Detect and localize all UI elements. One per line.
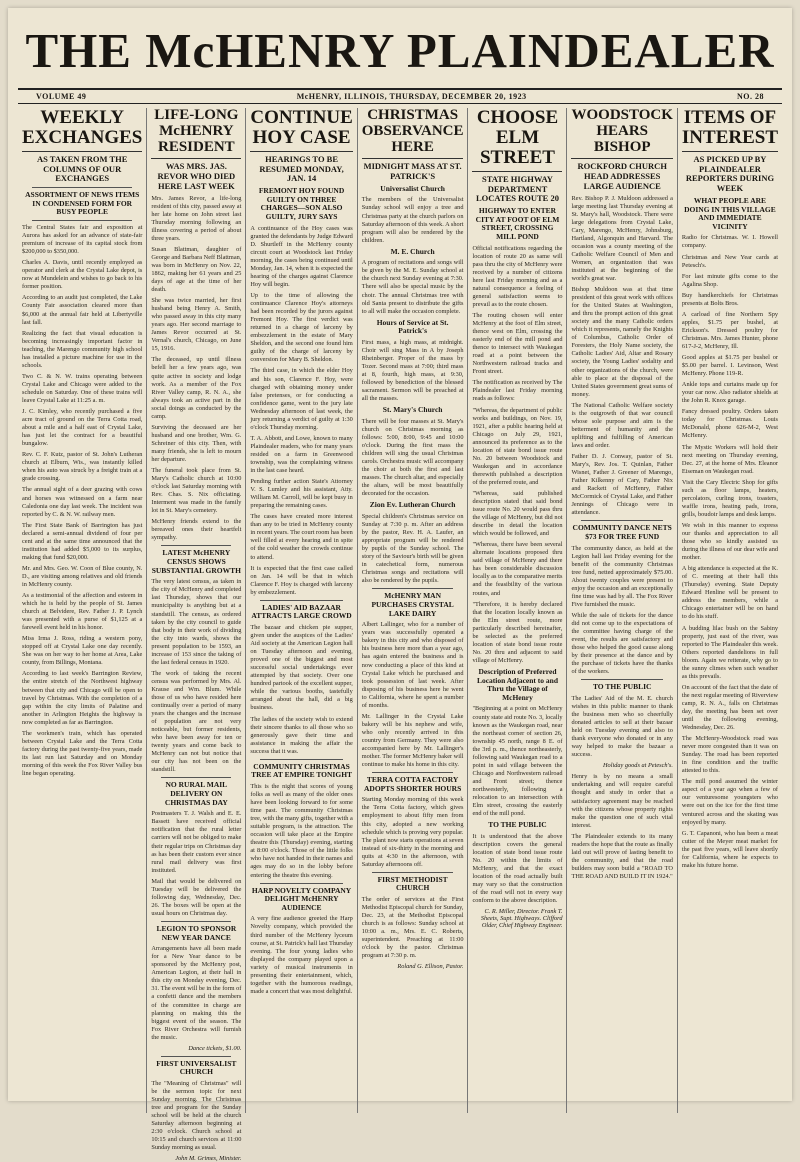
- article-paragraph: Henry is by no means a small undertaking and will require careful thought and study in order that a satisfactory agreement may be reached with the citizens whose property rights make the question one of such vital interest.: [571, 773, 673, 829]
- divider: [581, 679, 662, 680]
- subhead-items-of-interest: AS PICKED UP BY PLAINDEALER REPORTERS DURING WEEK: [685, 153, 775, 194]
- article-paragraph: Radio for Christmas. W. I. Howell company.: [681, 234, 778, 250]
- article-paragraph: Mail that would be delivered on Tuesday will be delivered the following day, Wednesday, Dec. 26. The boxes will be open at the usual hours on Christmas day.: [151, 877, 242, 917]
- article-paragraph: Rev. C. F. Kutz, pastor of St. John's Lutheran church at Elburn, Wis., was instantly killed when his auto was struck by a freight train at a grade crossing.: [22, 451, 143, 483]
- deck-elm-street: HIGHWAY TO ENTER CITY AT FOOT OF ELM STREET, CROSSING MILL POND: [475, 206, 560, 241]
- article-signature: John M. Grimes, Minister.: [175, 1155, 242, 1162]
- subhead-christmas-observance: MIDNIGHT MASS AT ST. PATRICK'S: [363, 161, 462, 182]
- article-paragraph: We wish in this manner to express our thanks and appreciation to all those who so kindly assisted us during the illness of our dear wife and mother.: [681, 521, 778, 562]
- divider: [161, 921, 231, 922]
- article-paragraph: "Whereas, said published description stated that said bond issue route No. 20 would pass thru the village of McHenry, but did not describe in detail the location which would be followed, and: [472, 489, 563, 538]
- divider: [161, 777, 231, 778]
- article-paragraph: T. A. Abbott, and Lowe, known to many Plaindealer readers, who for many years resided on a farm in Greenwood township, was the complaining witness in the last case heard.: [250, 434, 353, 475]
- deck-hoy-case: FREMONT HOY FOUND GUILTY ON THREE CHARGES—SON ALSO GUILTY, JURY SAYS: [258, 186, 345, 222]
- article-paragraph: Mr. Lallinger in the Crystal Lake bakery will be his nephew and wife, who only recently arrived in this country from Germany. They were also accompanied here by Mr. Lallinger's mother. The former McHenry baker will continue to make his home in this city.: [361, 712, 464, 769]
- article-paragraph: Miss Irma J. Ross, riding a western pony, stopped off at Crystal Lake one day recently. She was on her way to her home at Area, Lake county, from Billings, Montana.: [22, 635, 143, 667]
- divider: [260, 883, 342, 884]
- headline-christmas-observance: CHRISTMAS OBSERVANCE HERE: [362, 108, 464, 159]
- headline-terra-cotta: TERRA COTTA FACTORY ADOPTS SHORTER HOURS: [363, 775, 462, 793]
- article-paragraph: Buy handkerchiefs for Christmas presents at Bolts Bros.: [681, 291, 778, 307]
- article-paragraph: As a testimonial of the affection and esteem in which he is held by the people of St. James church at Belvidere, Rev. Father J. P. Lynch was presented with a purse of $1,125 at a farewell event held in his honor.: [22, 592, 143, 632]
- headline-to-the-public: TO THE PUBLIC: [592, 682, 652, 692]
- article-paragraph: There will be four masses at St. Mary's church on Christmas morning as follows: 5:00, 8:00, 9:45 and 10:00 o'clock. During the first mass the children will sing the usual Christmas carols. Orchestra music will accompany the choir at both the first and last masses. The church altar, and especially the altars, will be most beautifully decorated for the occasion.: [361, 417, 464, 498]
- article-paragraph: The Central States fair and exposition at Aurora has asked for an advance of state-fair premium of increase of its capital stock from $200,000 to $350,000.: [22, 224, 143, 256]
- article-paragraph: According to last week's Barrington Review, the entire stretch of the Northwest highway between that city and Chicago will be open to travel by Christmas. With the completion of a gap within the city limits of Palatine and another in Arlington Heights the highway is now completed as far as Barrington.: [22, 670, 143, 726]
- article-paragraph: The cases have created more interest than any to be tried in McHenry county in recent years. The court room has been well filled at every hearing and in spite of the cold weather the crowds continue to attend.: [250, 513, 353, 561]
- headline-harp-novelty: HARP NOVELTY COMPANY DELIGHT McHENRY AUDIENCE: [251, 885, 352, 912]
- article-paragraph: The Plaindealer extends to its many readers the hope that the route as finally laid out will prove of lasting benefit to the community, and that the road builders may soon build a "ROAD TO THE ROAD AND BUILD IT IN 1924.": [571, 832, 673, 880]
- deck-weekly-exchanges: ASSORTMENT OF NEWS ITEMS IN CONDENSED FORM FOR BUSY PEOPLE: [25, 190, 140, 217]
- article-paragraph: Good apples at $1.75 per bushel or $5.00 per barrel. I. Levinson, West McHenry. Phone 119-R.: [681, 354, 778, 378]
- article-paragraph: The community dance, as held at the Legion hall last Friday evening for the benefit of the community Christmas tree fund, netted approximately $75.00. About twenty couples were present to enjoy the occasion and an exceptionally fine time was had by all. The Fox River Five furnished the music.: [571, 544, 673, 608]
- article-paragraph: The very latest census, as taken in the city of McHenry and completed last Thursday, shows that our municipality is anything but at a standstill. The census, as ordered taken by the city council to guide that body in their work of dividing the city into wards, shows the present population to be 1593, an increase of 153 since the taking of the last federal census in 1920.: [151, 578, 242, 666]
- divider: [32, 187, 132, 188]
- article-signature: Roland G. Ellison, Pastor.: [397, 963, 464, 971]
- divider: [260, 759, 342, 760]
- dateline: [18, 88, 782, 104]
- column-hoy-case: [246, 108, 357, 1113]
- article-paragraph: Mr. and Mrs. Geo. W. Coon of Blue county, N. D., are visiting among relatives and old friends in McHenry county.: [22, 564, 143, 588]
- article-paragraph: G. T. Capanoni, who has been a meat cutter of the Meyer meat market for the past five years, will leave shortly for California, where he expects to make his future home.: [681, 829, 778, 869]
- article-paragraph: The members of the Universalist Sunday school will enjoy a tree and Christmas party at the church parlors on Saturday afternoon of this week. A short program will also be rendered by the children.: [361, 196, 464, 244]
- article-paragraph: Starting Monday morning of this week the Terra Cotta factory, which gives employment to about fifty men from this city, adopted a new working schedule which is proving very popular. The plant now starts operations at seven instead of six-thirty in the morning and quits at 4:30 in the afternoon, with Saturday afternoons off.: [361, 796, 464, 868]
- article-paragraph: Rev. Bishop P. J. Muldoon addressed a large meeting last Thursday evening at St. Mary's hall, Woodstock. There were large delegations from Crystal Lake, Cary, Marengo, McHenry, Johnsburg, Hartland, Algonquin and Harvard. The occasion was a county meeting of the Catholic Welfare Council of Men and Women, an organization that was instituted at the beginning of the world's great war.: [571, 194, 673, 283]
- article-paragraph: A big attendance is expected at the K. of C. meeting at their hall this (Thursday) evening. State Deputy Edward Henline will be present to address the members, while a Chicago entertainer will be on hand to do his stuff.: [681, 565, 778, 621]
- article-paragraph: A very fine audience greeted the Harp Novelty company, which provided the third number of the McHenry lyceum course, at St. Patrick's hall last Thursday evening. The four young ladies who displayed the company played upon a variety of musical instruments in presenting their entertainment, which, together with the humorous readings, made a concert that was most delightful.: [250, 915, 353, 995]
- deck-items-of-interest: WHAT PEOPLE ARE DOING IN THIS VILLAGE AND IMMEDIATE VICINITY: [684, 195, 776, 231]
- article-paragraph: McHenry friends extend to the bereaved ones their heartfelt sympathy.: [151, 518, 242, 542]
- headline-preferred-location: Description of Preferred Location Adjacent to and Thru the Village of McHenry: [476, 666, 558, 702]
- article-paragraph: Up to the time of allowing the continuance Clarence Hoy's attorneys had been recorded by the jurors against Fremont Hoy. The first verdict was returned in a charge of larceny by embezzlement in the estate of Mary Sheldon, and the second one found him guilty of the charge of larceny by conversion for Mary B. Sheldon.: [250, 292, 353, 364]
- article-paragraph: The Mystic Workers will hold their next meeting on Thursday evening, Dec. 27, at the home of Mrs. Eleanor Eiseman on Waukegan road.: [681, 443, 778, 475]
- article-paragraph: The mill pond assumed the winter aspect of a year ago when a few of our venturesome youngsters who were out on the ice for the first time ventured across and the skating was enjoyed by many.: [681, 778, 778, 826]
- article-paragraph: Pending further action State's Attorney V. S. Lumley and his assistant, Atty. William M. Carroll, will be kept busy in preparing the remaining cases.: [250, 478, 353, 510]
- article-paragraph: The order of services at the First Methodist Episcopal church for Sunday, Dec. 23, at the Methodist Episcopal church is as follows: Sunday school at 10:00 a. m., Mrs. E. C. Roberts, superintendent. Preaching at 11:00 o'clock by the pastor. Christmas program at 7:30 p. m.: [361, 896, 464, 960]
- article-paragraph: Arrangements have all been made for a New Year dance to be sponsored by the McHenry post, American Legion, at their hall in this city on Monday evening, Dec. 31. The event will be in the form of a confetti dance and the members of the committee in charge are planning on making this the biggest event of the season. The Fox River Orchestra will furnish the music.: [151, 945, 242, 1041]
- article-paragraph: The workmen's train, which has operated between Crystal Lake and the Terra Cotta factory during the past twenty-five years, made its last run last Saturday and on Monday morning of this week the Fox River Valley bus line began operating.: [22, 729, 143, 777]
- article-paragraph: Realizing the fact that visual education is becoming increasingly important factor in teaching, the Marengo community high school has installed a picture machine for use in the schools.: [22, 329, 143, 369]
- column-elm-street: [468, 108, 567, 1113]
- divider: [581, 520, 662, 521]
- columns: [18, 107, 782, 1162]
- article-paragraph: The notification as received by The Plaindealer last Friday morning reads as follows:: [472, 379, 563, 403]
- article-paragraph: Charles A. Davis, until recently employed as operator and clerk at the Crystal Lake depot, is now at Mundelein and wishes to go back to his former position.: [22, 259, 143, 291]
- column-christmas-observance: [358, 108, 469, 1113]
- article-paragraph: Two C. & N. W. trains operating between Crystal Lake and Chicago were added to the schedule on Saturday. One of these trains will leave Crystal Lake at 11:25 a. m.: [22, 372, 143, 404]
- subhead-woodstock-bishop: ROCKFORD CHURCH HEAD ADDRESSES LARGE AUDIENCE: [577, 161, 667, 191]
- article-paragraph: The ladies of the society wish to extend their sincere thanks to all those who so generously gave their time and assistance in making the affair the success that it was.: [250, 715, 353, 755]
- article-paragraph: Christmas and New Year cards at Petesch's.: [681, 253, 778, 269]
- article-paragraph: It is understood that the above description covers the general location of state bond issue route No. 20 within the limits of McHenry, and that the exact location of the road actually built may vary so that the construction of the road will not in every way conform to the above description.: [472, 832, 563, 905]
- issue-number: NO. 28: [736, 92, 764, 101]
- article-signature: Holiday goods at Petesch's.: [603, 762, 673, 770]
- article-paragraph: Surviving the deceased are her husband and one brother, Wm. G. Schreiner of this city. Then, with many friends, she is left to mourn her departure.: [151, 423, 242, 463]
- headline-rural-mail: NO RURAL MAIL DELIVERY ON CHRISTMAS DAY: [164, 780, 228, 807]
- article-paragraph: The work of taking the recent census was performed by Mrs. Al. Krause and Wm. Blum. While those of us who have resided here continually over a period of many years the changes and the increase of population are not very noticeable, but former residents, who have been away for ten or twenty years and come back to McHenry can not but notice that our city has not been on the standstill.: [151, 669, 242, 774]
- article-paragraph: While the sale of tickets for the dance did not come up to the expectations of the committee having charge of the event, the results are satisfactory and those who helped the good cause along by their presence at the dance and by the purchase of tickets have the thanks of the workers.: [571, 612, 673, 676]
- article-paragraph: "Beginning at a point on McHenry county state aid route No. 3, locally known as the Waukegan road, near the northeast corner of section 26, township 45 north, range 8 E. of the 3rd p. m., thence northeasterly, following said Waukegan road to a point in said village between the Chicago and Northwestern railroad and Front street; thence northwesterly, following a relocation to an intersection with Elm street, crossing the easterly end of the mill pond.: [472, 705, 563, 818]
- article-paragraph: Official notifications regarding the location of route 20 as same will pass thru the city of McHenry were received by a number of citizens here last Friday morning and as a natural consequence a feeling of general satisfaction seems to prevail as to the route chosen.: [472, 244, 563, 308]
- article-paragraph: Special children's Christmas service on Sunday at 7:30 p. m. After an address by the pastor, Rev. H. A. Laufer, an appropriate program will be rendered by pupils of the Sunday school. The story of the Saviour's birth will be given in catechetical form, numerous Christmas songs and recitations will also be rendered by the pupils.: [361, 512, 464, 585]
- article-paragraph: A continuance of the Hoy cases was granted the defendants by Judge Edward D. Shurtleff in the McHenry county circuit court at Woodstock last Friday morning, the cases being continued until Monday, Jan. 14, when it is expected the hearing of the charges against Clarence Hoy will begin.: [250, 224, 353, 288]
- article-paragraph: "Whereas, the department of public works and buildings, on Nov. 19, 1921, after a public hearing held at Chicago on July 29, 1921, announced its preference as to the location of state bond issue route No. 20 between Woodstock and Waukegan and in accordance therewith published a description of the preferred route, and: [472, 406, 563, 486]
- divider: [372, 588, 454, 589]
- article-paragraph: According to an audit just completed, the Lake County Fair association cleared more than $6,000 at the annual fair held at Libertyville last fall.: [22, 294, 143, 326]
- headline-to-the-public: TO THE PUBLIC: [488, 820, 547, 830]
- headline-community-dance: COMMUNITY DANCE NETS $73 FOR TREE FUND: [572, 523, 672, 541]
- headline-woodstock-bishop: WOODSTOCK HEARS BISHOP: [571, 108, 672, 159]
- headline-hoy-case: CONTINUE HOY CASE: [250, 108, 352, 152]
- headline-items-of-interest: ITEMS OF INTEREST: [682, 108, 778, 152]
- article-paragraph: Postmasters T. J. Walsh and E. E. Bassett have received official notification that the rural letter carriers will not be obliged to make their regular trips on Christmas day as has been their custom ever since rural mail delivery was first instituted.: [151, 810, 242, 874]
- headline-first-methodist: FIRST METHODIST CHURCH: [377, 874, 448, 893]
- headline-dairy-purchase: McHENRY MAN PURCHASES CRYSTAL LAKE DAIRY: [371, 591, 454, 618]
- divider: [260, 600, 342, 601]
- article-paragraph: The McHenry-Woodstock road was never more congested than it was on Sunday. The road has been reported in fine condition and the traffic attested to this.: [681, 735, 778, 775]
- divider: [372, 872, 454, 873]
- column-weekly-exchanges: [18, 108, 147, 1113]
- article-paragraph: Bishop Muldoon was at that time president of this great work with offices for the United States at Washington, and thru the prompt action of this great society and the many Catholic orders which it represents, namely the Knights of Columbus, Catholic Order of Foresters, the Holy Name society, the Catholic Ladies' Aid, Altar and Rosary society, the Young Ladies' sodality and other organizations of the church, were able to place at the disposal of the United States government great sums of money.: [571, 286, 673, 398]
- article-paragraph: The bazaar and chicken pie supper, given under the auspices of the Ladies' Aid society at the American Legion hall on Tuesday afternoon and evening, proved one of the biggest and most successful social undertakings ever attempted by that society. Over one hundred partook of the excellent supper, while the various booths, tastefully arranged about the hall, did a big business.: [250, 623, 353, 712]
- headline-census: LATEST McHENRY CENSUS SHOWS SUBSTANTIAL GROWTH: [151, 548, 241, 575]
- article-paragraph: Father D. J. Conway, pastor of St. Mary's, Rev. Jos. T. Quinlan, Father Wisnet, Father J. Greener of Marengo, Father Kilkenny of Cary, Father Nix and Rackett of McHenry, Father McCormick of Crystal Lake, and Father Jennings of Chicago were in attendance.: [571, 453, 673, 517]
- subhead-weekly-exchanges: AS TAKEN FROM THE COLUMNS OF OUR EXCHANGES: [36, 153, 128, 184]
- article-paragraph: The annual sight of a deer grazing with cows and horses was witnessed on a farm near Caledonia one day last week. The incident was reported by C. & N. W. railway men.: [22, 486, 143, 518]
- article-paragraph: Ankle tops and curtains made up for your car now. Also radiator shields at the John R. Knox garage.: [681, 381, 778, 405]
- article-paragraph: "Whereas, there have been several alternate locations proposed thru said village of McHenry and there has been considerable discussion locally as to the comparative merits and the feasibility of the various routes, and: [472, 541, 563, 597]
- article-paragraph: The "Meaning of Christmas" will be the sermon topic for next Sunday morning. The Christmas tree and program for the Sunday school will be held at the church Saturday afternoon beginning at 2:30 o'clock. Church school at 10:15 and church services at 11:00 Sunday morning as usual.: [151, 1080, 242, 1152]
- article-paragraph: The deceased, up until illness befell her a few years ago, was quite active in society and lodge work. As a member of the Fox River Valley camp, R. N. A., she always took an active part in the social doings as conducted by the camp.: [151, 356, 242, 420]
- headline-elm-street: CHOOSE ELM STREET: [472, 108, 562, 172]
- headline-st-marys: St. Mary's Church: [382, 405, 443, 415]
- article-paragraph: The routing chosen will enter McHenry at the foot of Elm street, thence west on Elm, crossing the easterly end of the mill pond and thence to intersect with Waukegan road at a point between the Northwestern railroad tracks and Front street.: [472, 311, 563, 376]
- article-paragraph: The third case, in which the elder Hoy and his son, Clarence F. Hoy, were charged with obtaining money under false pretenses, or for conducting a confidence game, went to the jury late Wednesday afternoon of last week, the jury returning a verdict of guilty at 1:30 o'clock Thursday morning.: [250, 367, 353, 431]
- subhead-lifelong-resident: WAS MRS. JAS. REVOR WHO DIED HERE LAST WEEK: [157, 161, 236, 191]
- column-lifelong-resident: [147, 107, 246, 1162]
- article-paragraph: Susan Blattman, daughter of George and Barbara Neff Blattman, was born in McHenry on Nov. 22, 1862, making her 61 years and 25 days of age at the time of her death.: [151, 245, 242, 294]
- article-paragraph: "Therefore, it is hereby declared that the location locally known as the Elm street route, more particularly described hereinafter, be selected as the preferred location of state bond issue route No. 20 thru and adjacent to said village of McHenry.: [472, 600, 563, 664]
- headline-universalist: Universalist Church: [380, 183, 445, 193]
- divider: [161, 1056, 231, 1057]
- article-paragraph: The First State Bank of Barrington has just declared a semi-annual dividend of four per cent and at the same time announced that the institution had added $5,000 to its surplus, making that fund $20,000.: [22, 521, 143, 561]
- headline-weekly-exchanges: WEEKLY EXCHANGES: [22, 108, 142, 152]
- divider: [161, 545, 231, 546]
- article-paragraph: Fancy dressed poultry. Orders taken today for Christmas. Louis McDonald, phone 626-M-2, West McHenry.: [681, 408, 778, 440]
- place-date: McHENRY, ILLINOIS, THURSDAY, DECEMBER 20, 1923: [296, 92, 527, 101]
- article-paragraph: Visit the Cary Electric Shop for gifts such as floor lamps, heaters, percolators, curling irons, toasters, waffle irons, heating pads, irons, grills, boudoir lamps and desk lamps.: [681, 478, 778, 518]
- subhead-elm-street: STATE HIGHWAY DEPARTMENT LOCATES ROUTE 20: [475, 173, 559, 204]
- article-paragraph: A program of recitations and songs will be given by the M. E. Sunday school at the church next Sunday evening at 7:30. There will also be special music by the choir. The annual Christmas tree with old Santa present to distribute the gifts to all will make the occasion complete.: [361, 259, 464, 315]
- article-paragraph: Mrs. James Revor, a life-long resident of this city, passed away at her late home on John street last Thursday morning following an illness covering a period of about three years.: [151, 194, 242, 242]
- column-woodstock-bishop: [567, 108, 677, 1113]
- headline-me-church: M. E. Church: [390, 246, 435, 256]
- article-paragraph: A budding lilac bush on the Sabiny property, just east of the river, was reported to The Plaindealer this week. Others reported dandelions in full bloom. Again we reiterate, why go to the sunny climes when such weather as this prevails.: [681, 624, 778, 680]
- article-paragraph: A carload of fine Northern Spy apples, $1.75 per bushel, at Erickson's. Dressed poultry for Christmas. Mrs. James Hunter, phone 617-J-2, McHenry, Ill.: [681, 310, 778, 350]
- article-paragraph: The funeral took place from St. Mary's Catholic church at 10:00 o'clock last Saturday morning with Rev. Chas. S. Nix officiating. Interment was made in the family lot in St. Mary's cemetery.: [151, 467, 242, 515]
- article-paragraph: First mass, a high mass, at midnight. Choir will sing Mass in A by Joseph Rheinberger. Proper of the mass by Tozer. Second mass at 7:00; third mass at 8, fourth, high mass, at 9:30, followed by benediction of the blessed sacrament. Sermon will be preached at all the masses.: [361, 338, 464, 403]
- headline-zion-lutheran: Zion Ev. Lutheran Church: [369, 500, 456, 510]
- article-signature: Dance tickets, $1.00.: [188, 1044, 242, 1052]
- article-paragraph: On account of the fact that the date of the next regular meeting of Riverview camp, R. N. A., falls on Christmas day, the meeting has been set over until the following evening, Wednesday, Dec. 26.: [681, 683, 778, 732]
- article-paragraph: She was twice married, her first husband being Henry A. Smith, who passed away in this city many years ago. Her second marriage to James Revor occurred at St. Vernal's church, Chicago, on June 15, 1916.: [151, 297, 242, 353]
- article-signature: C. R. Miller, Director. Frank T. Sheets, Supt. Highways. Clifford Older, Chief Highway Engineer.: [480, 908, 563, 930]
- article-paragraph: This is the night that scores of young folks as well as many of the older ones have been looking forward to for some time past. The community Christmas tree, with the many gifts, together with a suitable program, is the attraction. The occasion will take place at the Empire theatre this (Thursday) evening, starting at 8:00 o'clock. Those of the little folks who have not handed in their names and ages may do so in the lobby before entering the theatre this evening.: [250, 782, 353, 879]
- article-paragraph: J. C. Kimley, who recently purchased a five acre tract of ground on the Terra Cotta road, about a mile and a half east of Crystal Lake, has just let the contract for a beautiful bungalow.: [22, 408, 143, 448]
- column-items-of-interest: [678, 108, 782, 1113]
- article-paragraph: The National Catholic Welfare society is the outgrowth of that war council whose sole purpose and aim is the betterment of humanity and the uplifting and fulfilling of American laws and order.: [571, 401, 673, 449]
- headline-community-tree: COMMUNITY CHRISTMAS TREE AT EMPIRE TONIGHT: [251, 761, 353, 780]
- article-paragraph: It is expected that the first case called on Jan. 14 will be that in which Clarence F. Hoy is charged with larceny by embezzlement.: [250, 564, 353, 596]
- divider: [32, 220, 132, 221]
- masthead-title: THE McHENRY PLAINDEALER: [25, 23, 775, 78]
- subhead-hoy-case: HEARINGS TO BE RESUMED MONDAY, JAN. 14: [259, 153, 344, 184]
- headline-ladies-aid-bazaar: LADIES' AID BAZAAR ATTRACTS LARGE CROWD: [251, 602, 352, 621]
- article-paragraph: Albert Lallinger, who for a number of years was successfully operated a bakery in this city and who disposed of his business here more than a year ago, has again entered the business and is now conducting a place of this kind at Crystal Lake which he purchased and took possession of last week. After disposing of his business here he went to California, where he spent a number of months.: [361, 621, 464, 709]
- volume-number: VOLUME 49: [36, 92, 87, 101]
- divider: [372, 772, 454, 773]
- headline-universalist-church: FIRST UNIVERSALIST CHURCH: [156, 1058, 237, 1077]
- headline-st-patricks: Hours of Service at St. Patrick's: [376, 317, 449, 336]
- article-paragraph: The Ladies' Aid of the M. E. church wishes in this public manner to thank the business men who so cheerfully donated articles to sell at their bazaar held on Tuesday evening and also to thank everyone who donated or in any way helped to make the bazaar a success.: [571, 695, 673, 759]
- headline-lifelong-resident: LIFE-LONG McHENRY RESIDENT: [151, 108, 241, 159]
- article-paragraph: For last minute gifts come to the Agalina Shop.: [681, 272, 778, 288]
- headline-legion-dance: LEGION TO SPONSOR NEW YEAR DANCE: [156, 923, 237, 942]
- newspaper-page: [8, 8, 792, 1162]
